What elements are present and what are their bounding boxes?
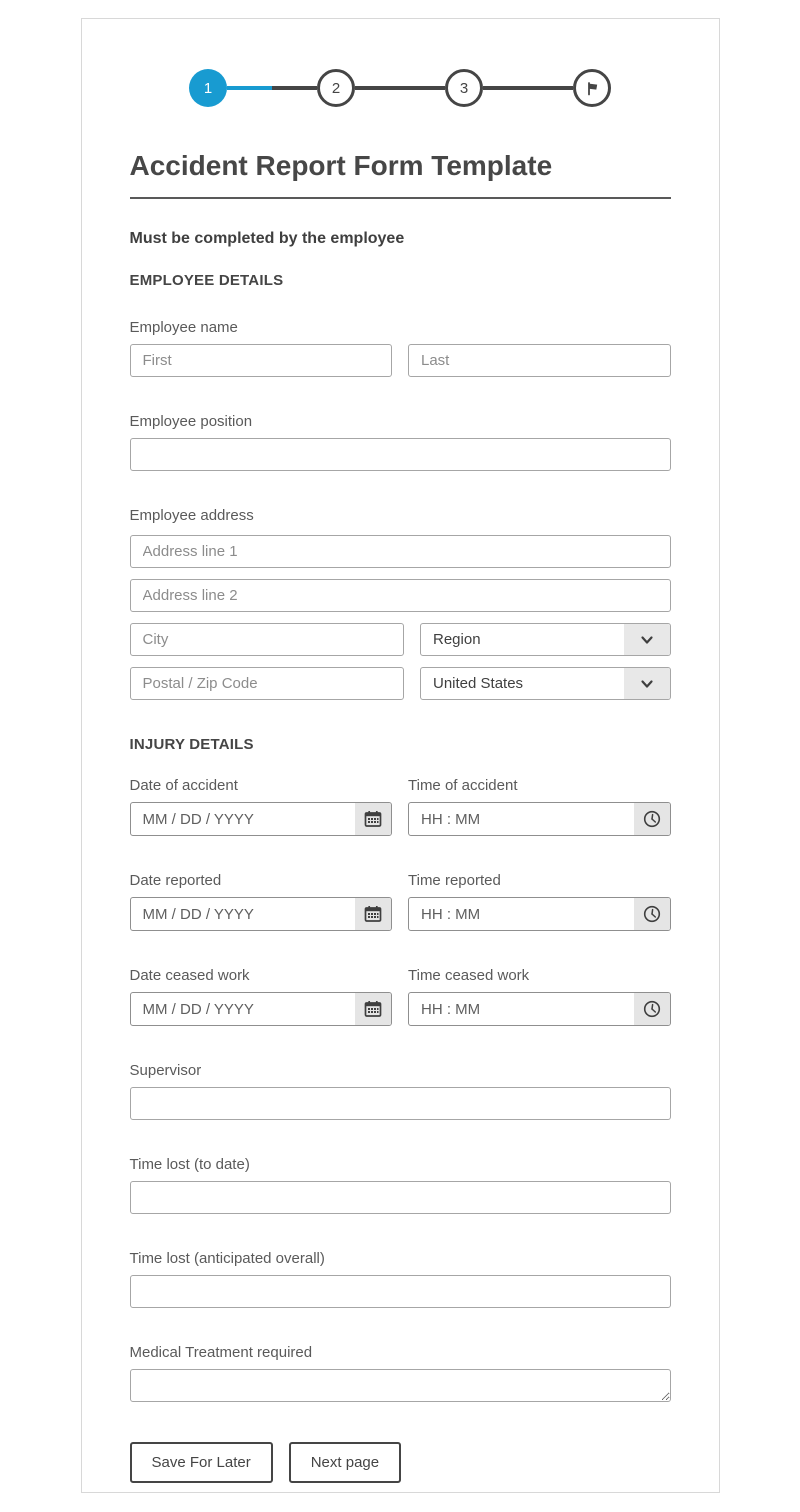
- supervisor-label: Supervisor: [129, 1062, 202, 1079]
- date-reported-label: Date reported: [129, 872, 222, 889]
- address-line1-input[interactable]: [130, 535, 671, 568]
- save-for-later-button[interactable]: Save For Later: [130, 1442, 273, 1483]
- date-ceased-work-label: Date ceased work: [129, 967, 250, 984]
- region-select[interactable]: [420, 623, 671, 656]
- time-lost-overall-input[interactable]: [130, 1275, 671, 1308]
- calendar-icon[interactable]: [355, 803, 391, 835]
- date-of-accident-input[interactable]: [131, 803, 356, 835]
- time-of-accident-field: [408, 802, 671, 836]
- title-divider: [130, 197, 671, 199]
- time-of-accident-input[interactable]: [409, 803, 634, 835]
- medical-treatment-label: Medical Treatment required: [129, 1344, 313, 1361]
- address-line2-input[interactable]: [130, 579, 671, 612]
- country-select-value: United States: [433, 675, 524, 692]
- chevron-down-icon: [624, 668, 670, 699]
- form-card: [81, 18, 720, 1493]
- employee-address-label: Employee address: [129, 507, 254, 524]
- postal-code-input[interactable]: [130, 667, 405, 700]
- date-reported-field: [130, 897, 393, 931]
- date-ceased-work-input[interactable]: [131, 993, 356, 1025]
- clock-icon[interactable]: [634, 898, 670, 930]
- date-reported-input[interactable]: [131, 898, 356, 930]
- next-page-button[interactable]: Next page: [289, 1442, 401, 1483]
- first-name-input[interactable]: [130, 344, 393, 377]
- time-reported-label: Time reported: [408, 872, 501, 889]
- flag-icon: [584, 80, 601, 97]
- region-select-value: Region: [433, 631, 481, 648]
- step-3-circle[interactable]: 3: [445, 69, 483, 107]
- employee-address-group: [130, 507, 671, 700]
- clock-icon[interactable]: [634, 993, 670, 1025]
- stepper-connector-2: [355, 86, 445, 90]
- step-final-circle[interactable]: [573, 69, 611, 107]
- ceased-work-datetime-group: [130, 967, 671, 1026]
- time-reported-input[interactable]: [409, 898, 634, 930]
- date-ceased-work-field: [130, 992, 393, 1026]
- medical-treatment-group: [130, 1344, 671, 1407]
- medical-treatment-textarea[interactable]: [130, 1369, 671, 1402]
- time-reported-field: [408, 897, 671, 931]
- form-actions: [130, 1442, 671, 1483]
- chevron-down-icon: [624, 624, 670, 655]
- time-of-accident-label: Time of accident: [408, 777, 518, 794]
- time-lost-to-date-group: [130, 1156, 671, 1214]
- supervisor-group: [130, 1062, 671, 1120]
- time-ceased-work-input[interactable]: [409, 993, 634, 1025]
- stepper-connector-1: [227, 86, 317, 90]
- country-select[interactable]: [420, 667, 671, 700]
- time-lost-to-date-label: Time lost (to date): [129, 1156, 250, 1173]
- step-2-circle[interactable]: 2: [317, 69, 355, 107]
- time-lost-overall-group: [130, 1250, 671, 1308]
- calendar-icon[interactable]: [355, 993, 391, 1025]
- city-input[interactable]: [130, 623, 405, 656]
- accident-datetime-group: [130, 777, 671, 836]
- employee-position-group: [130, 413, 671, 471]
- progress-stepper: [189, 69, 611, 107]
- last-name-input[interactable]: [408, 344, 671, 377]
- time-ceased-work-field: [408, 992, 671, 1026]
- employee-name-label: Employee name: [129, 319, 238, 336]
- employee-position-label: Employee position: [129, 413, 253, 430]
- supervisor-input[interactable]: [130, 1087, 671, 1120]
- date-of-accident-label: Date of accident: [129, 777, 238, 794]
- stepper-connector-3: [483, 86, 573, 90]
- injury-details-heading: INJURY DETAILS: [129, 736, 254, 753]
- employee-details-heading: EMPLOYEE DETAILS: [129, 272, 284, 289]
- form-subtitle: Must be completed by the employee: [129, 230, 405, 247]
- time-lost-to-date-input[interactable]: [130, 1181, 671, 1214]
- step-1-circle[interactable]: 1: [189, 69, 227, 107]
- employee-position-input[interactable]: [130, 438, 671, 471]
- employee-name-group: [130, 319, 671, 377]
- date-of-accident-field: [130, 802, 393, 836]
- calendar-icon[interactable]: [355, 898, 391, 930]
- time-ceased-work-label: Time ceased work: [408, 967, 530, 984]
- time-lost-overall-label: Time lost (anticipated overall): [129, 1250, 325, 1267]
- clock-icon[interactable]: [634, 803, 670, 835]
- page-title: Accident Report Form Template: [129, 150, 553, 181]
- reported-datetime-group: [130, 872, 671, 931]
